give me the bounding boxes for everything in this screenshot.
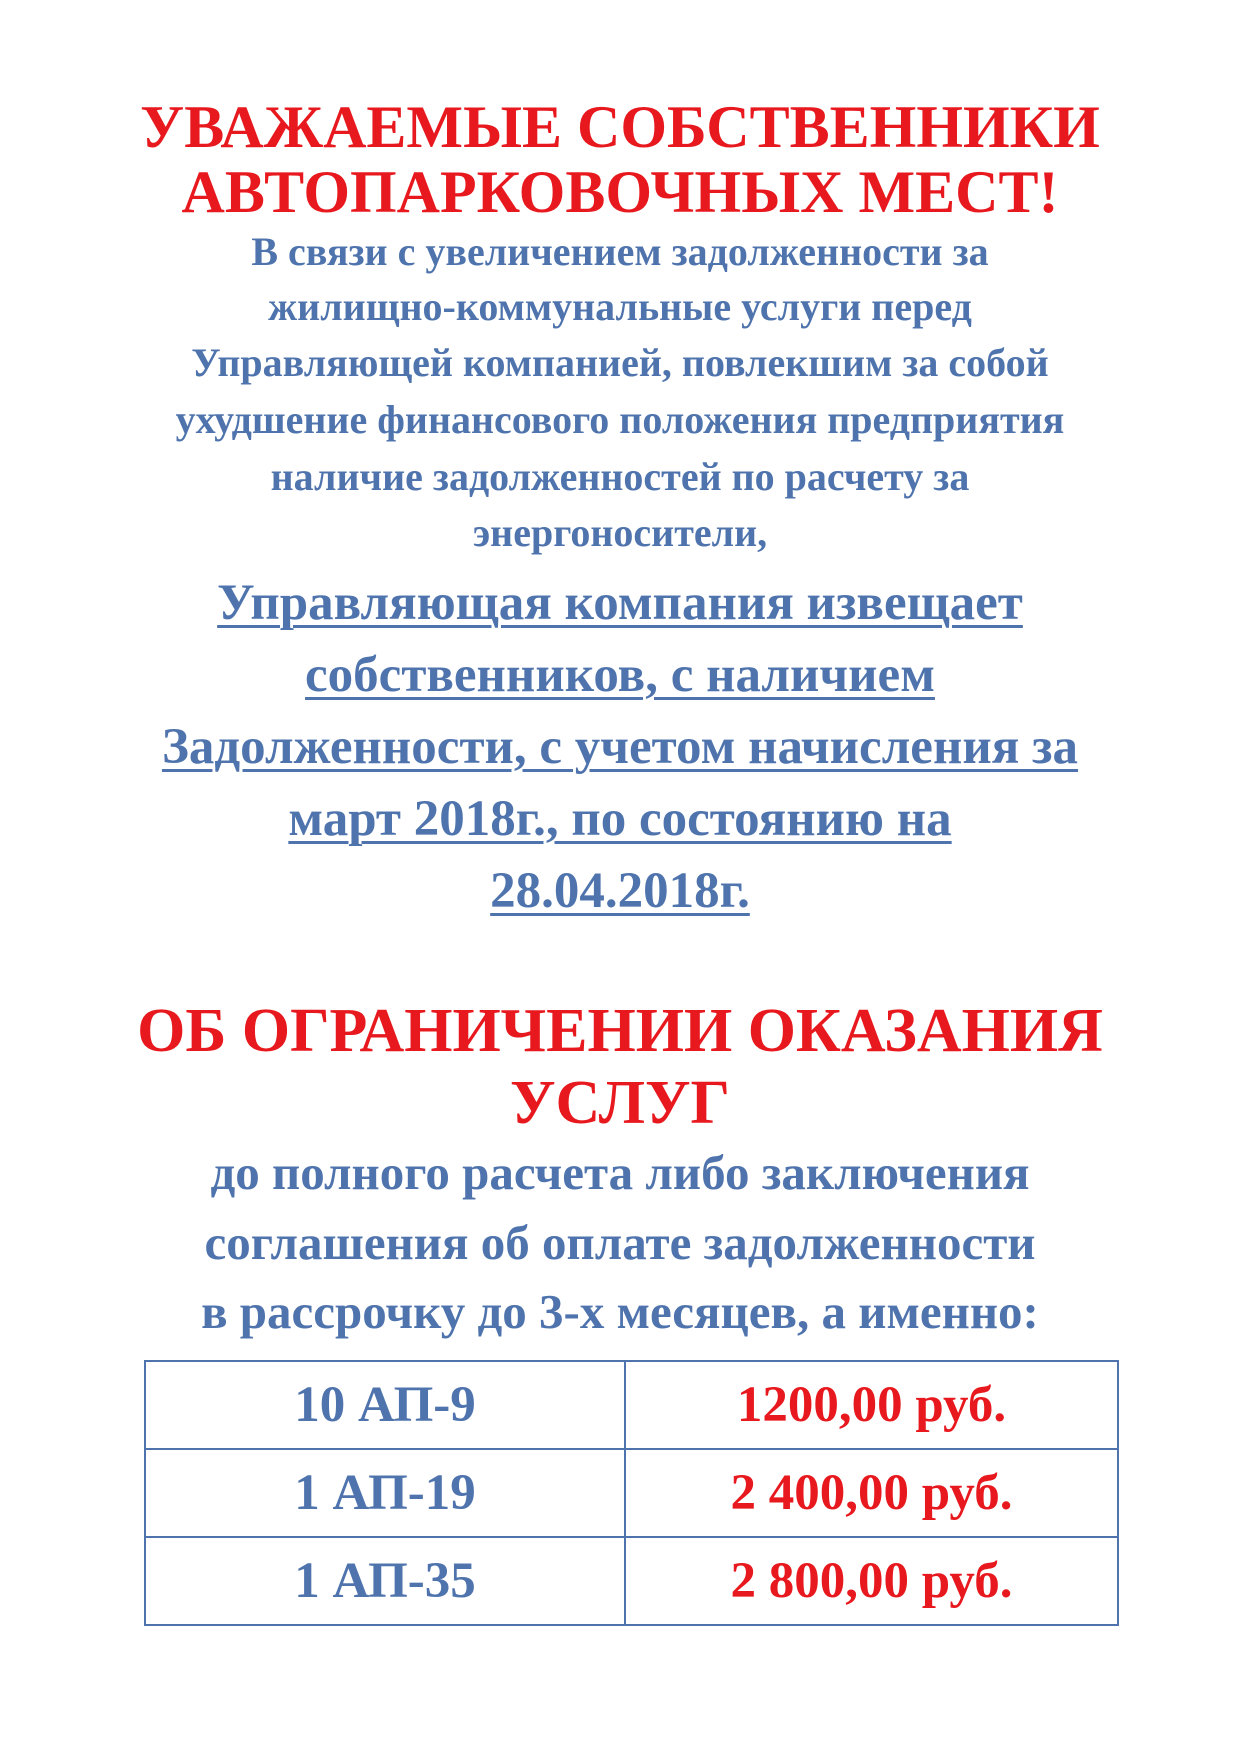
title-line-2: АВТОПАРКОВОЧНЫХ МЕСТ! (181, 159, 1059, 225)
intro-line-2: жилищно-коммунальные услуги перед (268, 284, 972, 329)
restriction-line-1: ОБ ОГРАНИЧЕНИИ ОКАЗАНИЯ (137, 997, 1103, 1065)
notice-line-2: собственников, с наличием (305, 647, 935, 703)
intro-line-1: В связи с увеличением задолженности за (251, 229, 989, 274)
terms-line-2: соглашения об оплате задолженности (204, 1215, 1036, 1270)
table-row (145, 1537, 1118, 1625)
intro-line-5: наличие задолженностей по расчету за (270, 454, 970, 499)
debt-table (144, 1360, 1119, 1626)
debt-amount-cell: 1200,00 руб. (625, 1361, 1118, 1449)
terms-line-3: в рассрочку до 3-х месяцев, а именно: (201, 1284, 1039, 1339)
parking-space-cell: 1 АП-35 (145, 1537, 625, 1625)
table-row (145, 1449, 1118, 1537)
title-line-1: УВАЖАЕМЫЕ СОБСТВЕННИКИ (140, 94, 1100, 160)
parking-space-cell: 1 АП-19 (145, 1449, 625, 1537)
notice-line-3: Задолженности, с учетом начисления за (161, 719, 1079, 775)
terms-line-1: до полного расчета либо заключения (210, 1145, 1030, 1200)
notice-line-5: 28.04.2018г. (490, 863, 750, 919)
intro-line-3: Управляющей компанией, повлекшим за собой (191, 340, 1049, 385)
notice-line-1: Управляющая компания извещает (217, 575, 1023, 631)
table-row (145, 1361, 1118, 1449)
intro-line-4: ухудшение финансового положения предприятия (175, 397, 1065, 442)
debt-amount-cell: 2 800,00 руб. (625, 1537, 1118, 1625)
parking-space-cell: 10 АП-9 (145, 1361, 625, 1449)
notice-line-4: март 2018г., по состоянию на (288, 791, 952, 847)
debt-amount-cell: 2 400,00 руб. (625, 1449, 1118, 1537)
intro-line-6: энергоносители, (472, 510, 768, 555)
restriction-line-2: УСЛУГ (510, 1069, 730, 1137)
